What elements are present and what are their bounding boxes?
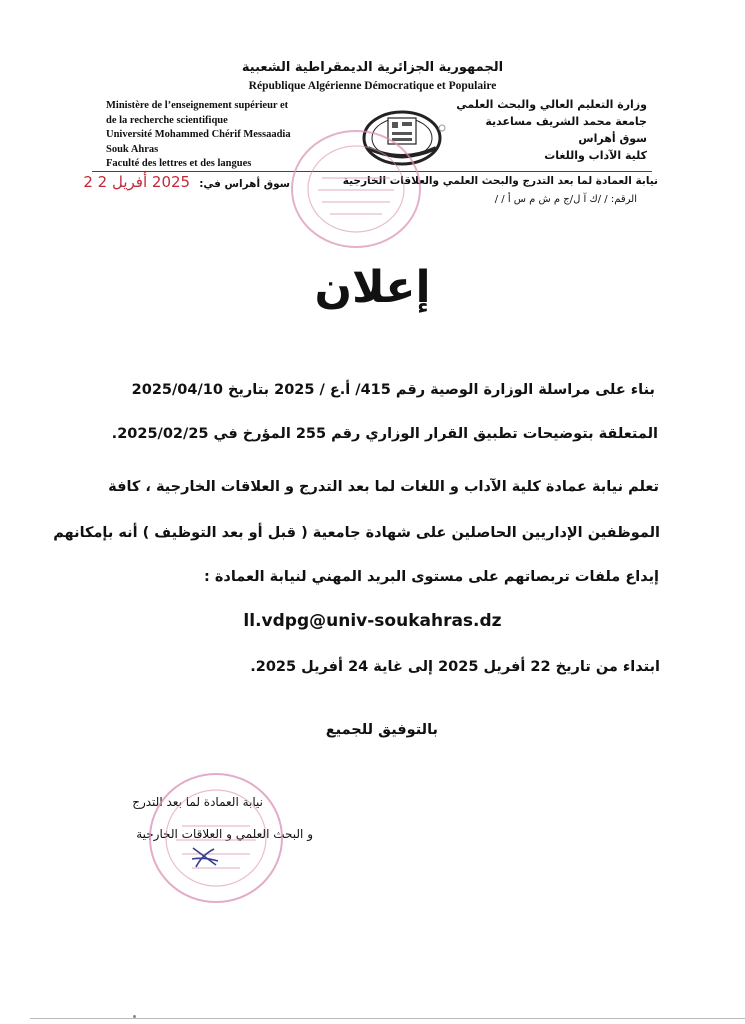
body-line-2: المتعلقة بتوضيحات تطبيق القرار الوزاري رقم 255 المؤرخ في 2025/02/25.: [111, 426, 658, 442]
deadline-line: ابتداء من تاريخ 22 أفريل 2025 إلى غاية 24 أفريل 2025.: [250, 659, 660, 675]
signatory-line-2: و البحث العلمي و العلاقات الخارجية: [136, 827, 313, 841]
official-stamp-icon: [288, 128, 424, 250]
handwritten-date: 2025 أفريل 2 2: [83, 173, 191, 191]
ministry-line-2: de la recherche scientifique: [106, 114, 228, 126]
body-line-3: تعلم نيابة عمادة كلية الآداب و اللغات لما بعد التدرج و العلاقات الخارجية ، كافة: [108, 479, 659, 495]
ministry-name-ar: وزارة التعليم العالي والبحث العلمي: [456, 98, 647, 111]
signature-scribble-icon: [190, 845, 220, 869]
republic-name-arabic: الجمهورية الجزائرية الديمقراطية الشعبية: [241, 60, 504, 75]
place-and-date: [83, 172, 290, 191]
city-name-fr: Souk Ahras: [106, 143, 159, 155]
vice-deanship-title: نيابة العمادة لما بعد التدرج والبحث العلمي والعلاقات الخارجية: [342, 175, 658, 187]
ministry-line-1: Ministère de l’enseignement supérieur et: [106, 100, 289, 111]
announcement-title: إعلان: [314, 262, 431, 313]
signatory-line-1: نيابة العمادة لما بعد التدرج: [132, 795, 263, 809]
submission-email: ll.vdpg@univ-soukahras.dz: [243, 611, 502, 631]
scan-speck: [133, 1015, 136, 1018]
body-line-4: الموظفين الإداريين الحاصلين على شهادة جامعية ( قبل أو بعد التوظيف ) أنه بإمكانهم: [53, 525, 660, 541]
faculty-name-ar: كلية الآداب واللغات: [544, 149, 647, 162]
university-name-ar: جامعة محمد الشريف مساعدية: [485, 115, 647, 128]
reference-number: الرقم: / /ك آ ل/ج م ش م س أ / /: [494, 194, 637, 205]
date-place-label: سوق أهراس في:: [199, 178, 290, 190]
body-line-5: إيداع ملفات تربصاتهم على مستوى البريد المهني لنيابة العمادة :: [203, 569, 659, 585]
page-bottom-edge: [30, 1018, 745, 1019]
body-line-1: بناء على مراسلة الوزارة الوصية رقم 415/ أ.ع / 2025 بتاريخ 2025/04/10: [131, 382, 655, 398]
faculty-name-fr: Faculté des lettres et des langues: [106, 158, 252, 169]
signature-stamp-icon: [146, 770, 286, 906]
republic-name-french: République Algérienne Démocratique et Populaire: [248, 80, 497, 92]
city-name-ar: سوق أهراس: [578, 132, 647, 145]
closing-phrase: بالتوفيق للجميع: [325, 722, 438, 738]
university-name-fr: Université Mohammed Chérif Messaadia: [106, 129, 291, 140]
